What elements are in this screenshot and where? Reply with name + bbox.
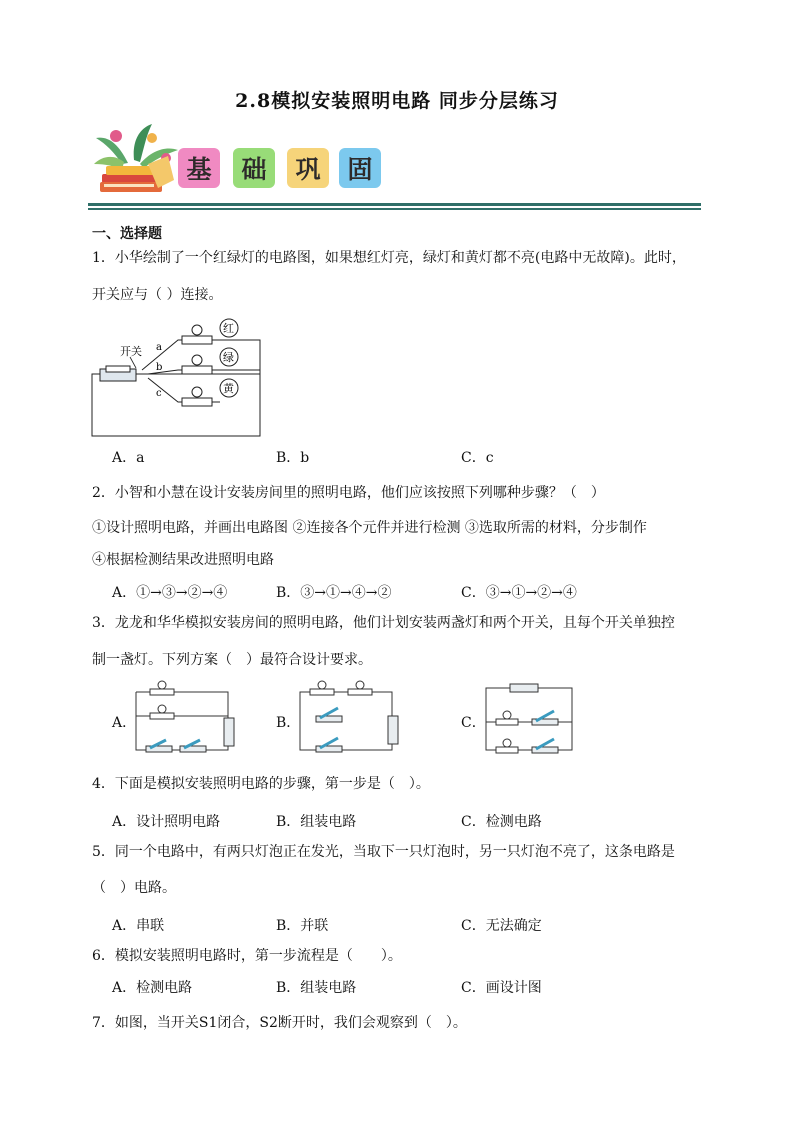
banner-badge-4: 固 [339,148,381,188]
divider-bottom [88,208,701,210]
q4-option-c[interactable]: C．检测电路 [461,814,542,830]
q1-bulb-red [182,325,212,344]
q3-stem-line2: 制一盏灯。下列方案（ ）最符合设计要求。 [92,652,372,668]
q7-stem: 7．如图，当开关S1闭合，S2断开时，我们会观察到（ ）。 [92,1015,467,1031]
q1-label-green: 绿 [223,351,234,364]
q1-stem-line1: 1．小华绘制了一个红绿灯的电路图，如果想红灯亮，绿灯和黄灯都不亮(电路中无故障)。此时， [92,250,686,266]
q4-option-b[interactable]: B．组装电路 [276,814,357,830]
q1-option-a[interactable]: A．a [112,450,145,466]
q2-stem-line1: 2．小智和小慧在设计安装房间里的照明电路，他们应该按照下列哪种步骤？（ ） [92,485,605,501]
page-title: 2.8模拟安装照明电路 同步分层练习 [235,90,559,112]
q5-option-a[interactable]: A．串联 [112,918,165,934]
q1-label-red: 红 [223,322,234,335]
q1-label-b: b [156,362,163,373]
q6-stem: 6．模拟安装照明电路时，第一步流程是（ ）。 [92,948,402,964]
q5-stem-line2: （ ）电路。 [92,880,176,896]
q3-circuit-a [128,680,242,758]
q1-switch-label: 开关 [120,345,142,358]
q2-option-b[interactable]: B．③→①→④→② [276,585,392,601]
q5-option-b[interactable]: B．并联 [276,918,329,934]
q2-stem-line3: ④根据检测结果改进照明电路 [92,552,274,568]
banner-badge-2: 础 [233,148,275,188]
q1-bulb-yellow [182,387,212,406]
q3-stem-line1: 3．龙龙和华华模拟安装房间的照明电路，他们计划安装两盏灯和两个开关，且每个开关单独控 [92,615,675,631]
q3-option-b[interactable]: B． [276,715,301,731]
banner-badge-3: 巩 [287,148,329,188]
q3-option-a[interactable]: A． [112,715,137,731]
section-heading: 一、选择题 [92,226,162,242]
q2-option-a[interactable]: A．①→③→②→④ [112,585,228,601]
q1-label-a: a [156,342,162,353]
q5-option-c[interactable]: C．无法确定 [461,918,542,934]
q1-bulb-green [182,355,212,374]
q3-option-c[interactable]: C． [461,715,486,731]
q1-label-yellow: 黄 [223,382,234,395]
q4-stem: 4．下面是模拟安装照明电路的步骤，第一步是（ ）。 [92,776,430,792]
q1-label-c: c [156,388,162,399]
q6-option-c[interactable]: C．画设计图 [461,980,542,996]
q5-stem-line1: 5．同一个电路中，有两只灯泡正在发光，当取下一只灯泡时，另一只灯泡不亮了，这条电路是 [92,844,675,860]
q4-option-a[interactable]: A．设计照明电路 [112,814,221,830]
divider-top [88,203,701,206]
q6-option-a[interactable]: A．检测电路 [112,980,193,996]
q3-circuit-b [292,680,406,758]
q2-option-c[interactable]: C．③→①→②→④ [461,585,577,601]
q1-option-c[interactable]: C．c [461,450,494,466]
q1-option-b[interactable]: B．b [276,450,310,466]
q6-option-b[interactable]: B．组装电路 [276,980,357,996]
q1-stem-line2: 开关应与（ ）连接。 [92,287,223,303]
banner-badge-1: 基 [178,148,220,188]
q3-circuit-c [480,680,578,758]
q1-circuit-figure [90,316,270,440]
banner-decoration [88,118,183,198]
q2-stem-line2: ①设计照明电路，并画出电路图 ②连接各个元件并进行检测 ③选取所需的材料，分步制作 [92,520,647,536]
